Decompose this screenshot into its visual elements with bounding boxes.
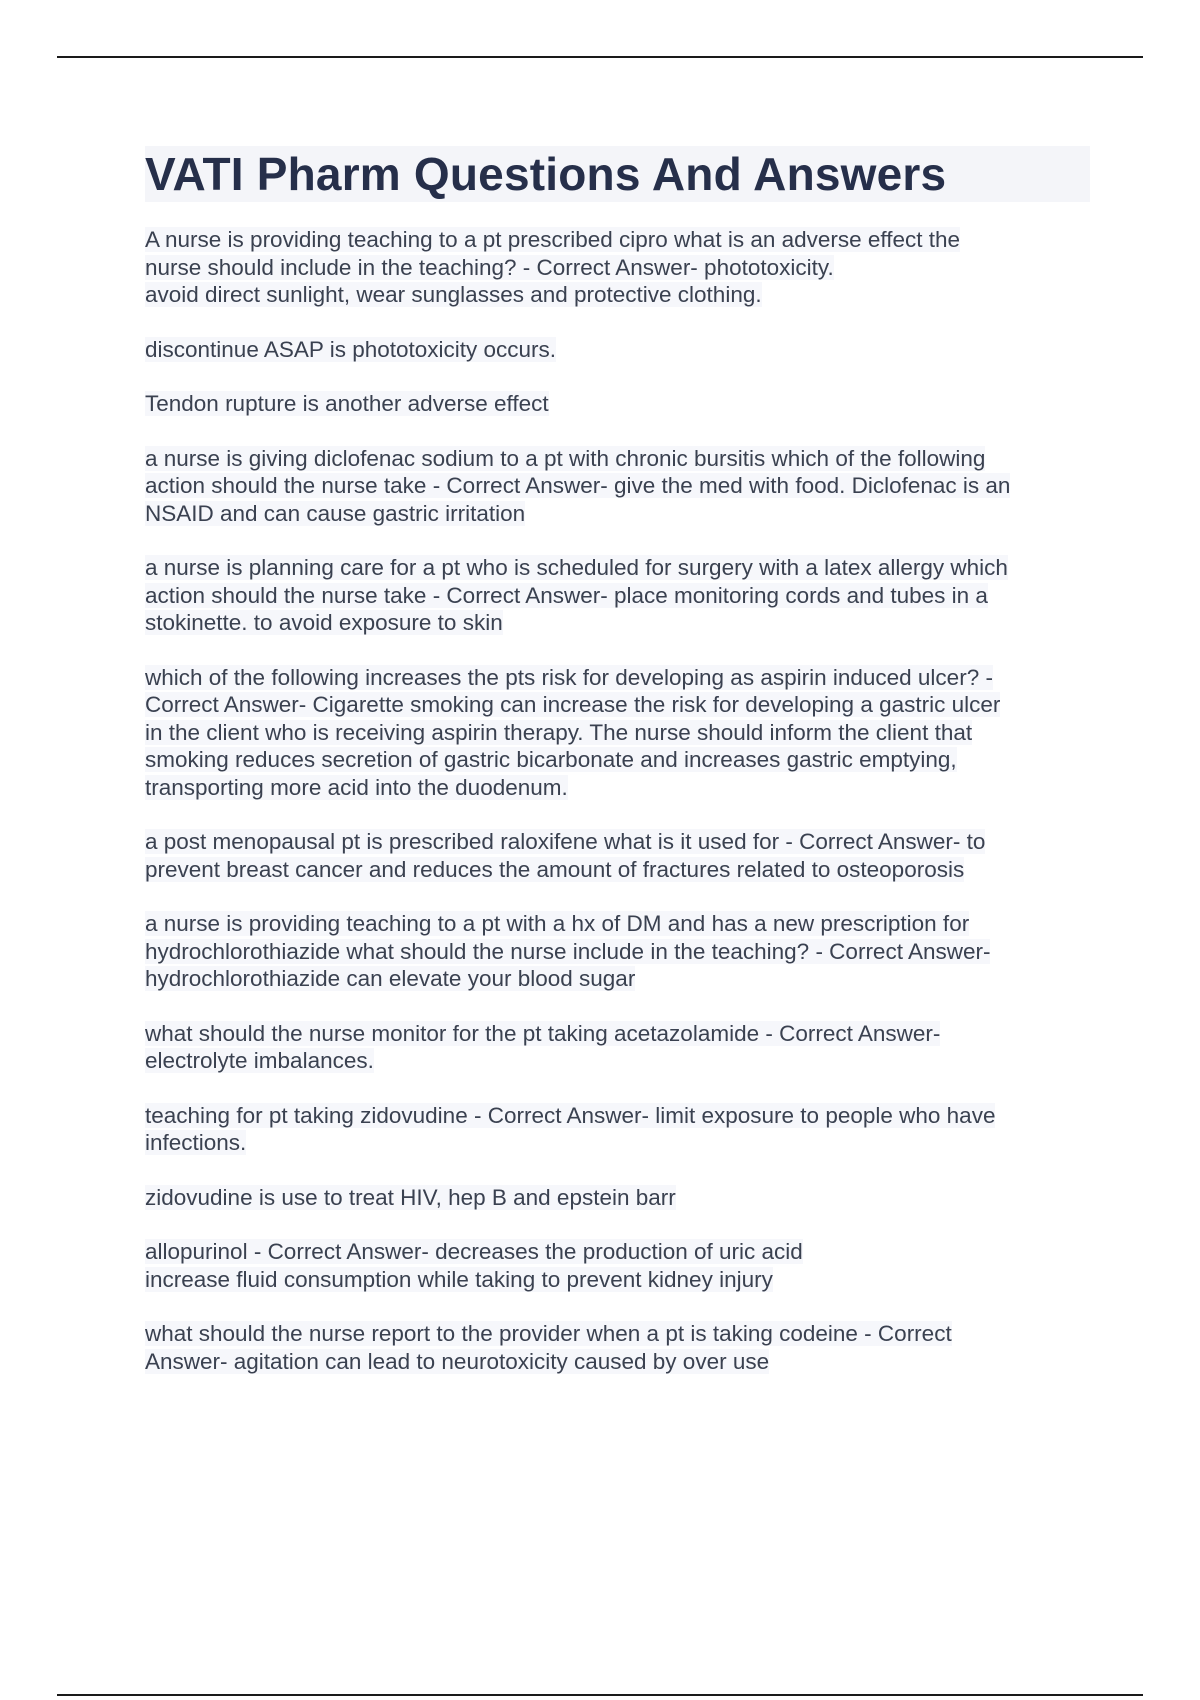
text-line	[145, 1238, 1090, 1266]
text-line	[145, 1102, 1090, 1130]
qa-paragraph	[145, 554, 1090, 637]
text-line	[145, 336, 1090, 364]
text-line	[145, 910, 1090, 938]
text-line-content: teaching for pt taking zidovudine - Correct Answer- limit exposure to people who have	[145, 1102, 996, 1128]
text-line-content: Tendon rupture is another adverse effect	[145, 391, 549, 416]
text-line-content: action should the nurse take - Correct Answer- give the med with food. Diclofenac is an	[145, 473, 1011, 498]
text-line	[145, 828, 1090, 856]
qa-paragraph	[145, 1320, 1090, 1375]
text-line	[145, 1348, 1090, 1376]
text-line-content: zidovudine is use to treat HIV, hep B and epstein barr	[145, 1184, 676, 1210]
text-line	[145, 500, 1090, 528]
text-line	[145, 472, 1090, 500]
text-line-content: avoid direct sunlight, wear sunglasses and protective clothing.	[145, 282, 762, 307]
text-line-content: a nurse is providing teaching to a pt with a hx of DM and has a new prescription for	[145, 911, 970, 936]
text-line-content: smoking reduces secretion of gastric bicarbonate and increases gastric emptying,	[145, 747, 957, 772]
text-line-content: prevent breast cancer and reduces the amount of fractures related to osteoporosis	[145, 856, 965, 882]
text-line-content: discontinue ASAP is phototoxicity occurs.	[145, 336, 557, 362]
text-line	[145, 719, 1090, 747]
bottom-divider	[57, 1694, 1143, 1696]
text-line	[145, 1184, 1090, 1212]
text-line-content: transporting more acid into the duodenum.	[145, 774, 568, 800]
text-line	[145, 390, 1090, 418]
text-line-content: stokinette. to avoid exposure to skin	[145, 610, 503, 635]
text-line	[145, 554, 1090, 582]
text-line-content: hydrochlorothiazide can elevate your blood sugar	[145, 966, 636, 991]
text-line-content: a nurse is planning care for a pt who is scheduled for surgery with a latex allergy which	[145, 555, 1008, 580]
text-line	[145, 1320, 1090, 1348]
text-line-content: hydrochlorothiazide what should the nurse include in the teaching? - Correct Answer-	[145, 938, 991, 964]
paragraph-list	[145, 226, 1090, 1375]
qa-paragraph	[145, 1238, 1090, 1293]
qa-paragraph	[145, 1184, 1090, 1212]
text-line	[145, 1266, 1090, 1294]
text-line-content: Answer- agitation can lead to neurotoxicity caused by over use	[145, 1348, 770, 1374]
qa-paragraph	[145, 1102, 1090, 1157]
top-divider	[57, 56, 1143, 58]
qa-paragraph	[145, 390, 1090, 418]
text-line-content: which of the following increases the pts risk for developing as aspirin induced ulcer? -	[145, 664, 993, 690]
text-line	[145, 691, 1090, 719]
text-line	[145, 254, 1090, 282]
text-line-content: allopurinol - Correct Answer- decreases the production of uric acid	[145, 1239, 803, 1264]
text-line	[145, 746, 1090, 774]
text-line-content: NSAID and can cause gastric irritation	[145, 500, 526, 526]
text-line-content: A nurse is providing teaching to a pt prescribed cipro what is an adverse effect the	[145, 227, 961, 252]
qa-paragraph	[145, 664, 1090, 802]
qa-paragraph	[145, 445, 1090, 528]
text-line	[145, 774, 1090, 802]
text-line	[145, 226, 1090, 254]
qa-paragraph	[145, 910, 1090, 993]
qa-paragraph	[145, 1020, 1090, 1075]
text-line-content: what should the nurse report to the provider when a pt is taking codeine - Correct	[145, 1321, 952, 1346]
page-title: VATI Pharm Questions And Answers	[145, 146, 1090, 202]
text-line-content: infections.	[145, 1130, 247, 1155]
document-body	[145, 146, 1090, 1402]
text-line	[145, 856, 1090, 884]
text-line-content: a nurse is giving diclofenac sodium to a pt with chronic bursitis which of the following	[145, 445, 986, 471]
text-line-content: a post menopausal pt is prescribed raloxifene what is it used for - Correct Answer- to	[145, 829, 986, 854]
text-line-content: what should the nurse monitor for the pt taking acetazolamide - Correct Answer-	[145, 1020, 941, 1046]
qa-paragraph	[145, 336, 1090, 364]
text-line-content: nurse should include in the teaching? - Correct Answer- phototoxicity.	[145, 254, 834, 280]
text-line-content: electrolyte imbalances.	[145, 1048, 374, 1073]
qa-paragraph	[145, 828, 1090, 883]
text-line	[145, 938, 1090, 966]
text-line	[145, 1129, 1090, 1157]
text-line	[145, 582, 1090, 610]
qa-paragraph	[145, 226, 1090, 309]
text-line	[145, 1047, 1090, 1075]
text-line-content: increase fluid consumption while taking to prevent kidney injury	[145, 1266, 773, 1292]
text-line	[145, 609, 1090, 637]
text-line	[145, 281, 1090, 309]
text-line	[145, 664, 1090, 692]
text-line	[145, 445, 1090, 473]
text-line-content: Correct Answer- Cigarette smoking can increase the risk for developing a gastric ulcer	[145, 692, 1001, 717]
text-line-content: action should the nurse take - Correct Answer- place monitoring cords and tubes in a	[145, 582, 988, 608]
text-line-content: in the client who is receiving aspirin therapy. The nurse should inform the client that	[145, 719, 973, 745]
text-line	[145, 965, 1090, 993]
text-line	[145, 1020, 1090, 1048]
